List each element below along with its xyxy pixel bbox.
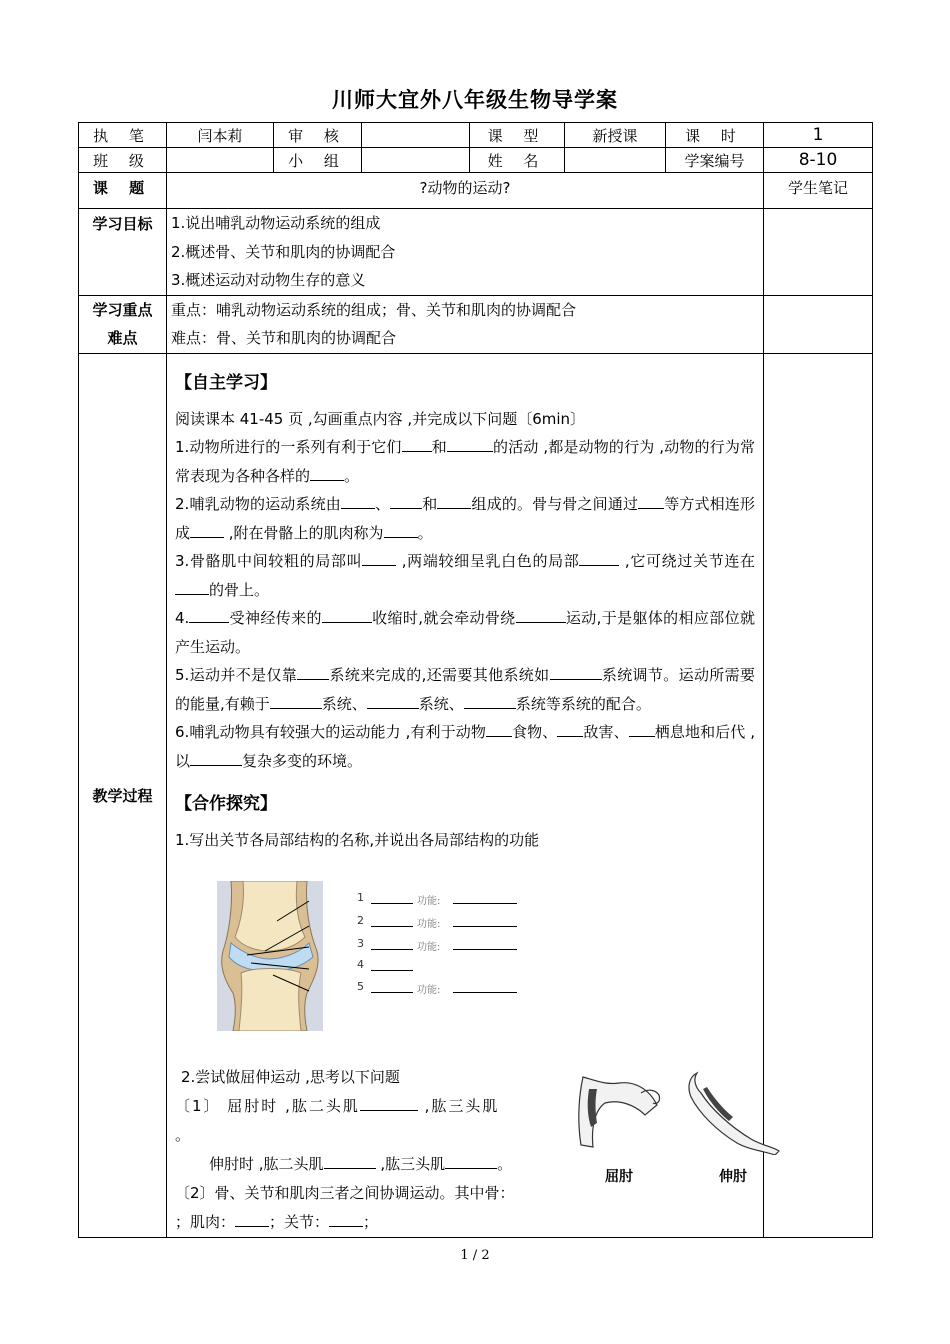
function-line xyxy=(453,949,517,950)
period-label: 课 时 xyxy=(666,123,764,148)
arm-flexed-diagram xyxy=(575,1075,665,1155)
author-value: 闫本莉 xyxy=(167,123,274,148)
author-label: 执 笔 xyxy=(79,123,167,148)
notes-cell xyxy=(764,295,873,353)
question-4: 4. 受神经传来的 收缩时,就会牵动骨绕 运动,于是躯体的相应部位就产生运动。 xyxy=(175,609,755,656)
notes-cell xyxy=(764,209,873,296)
keypoints-content xyxy=(167,295,764,353)
question-5: 5.运动并不是仅靠 系统来完成的,还需要其他系统如 系统调节。运动所需要的能量,有赖于 系统、 系统、 系统等系统的配合。 xyxy=(175,666,755,713)
objective-item: 2.概述骨、关节和肌肉的协调配合 xyxy=(171,242,396,261)
review-value xyxy=(362,123,470,148)
answer-line xyxy=(371,926,413,927)
process-content xyxy=(167,353,764,1237)
question-2-part-2-cont: ；肌肉： ；关节： ； xyxy=(175,1212,379,1231)
class-label: 班 级 xyxy=(79,148,167,173)
knee-number: 3 xyxy=(357,936,364,950)
knee-joint-figure xyxy=(175,863,755,1063)
keypoints-label xyxy=(79,295,167,353)
question-2-title: 2.尝试做屈伸运动 ,思考以下问题 xyxy=(181,1067,400,1086)
period-value: 1 xyxy=(764,123,873,148)
header-row-1 xyxy=(79,123,873,148)
knee-number: 1 xyxy=(357,890,364,904)
notes-label: 学生笔记 xyxy=(764,173,873,209)
flex-label: 屈肘 xyxy=(605,1168,633,1185)
extend-label: 伸肘 xyxy=(719,1168,747,1185)
topic-value: ?动物的运动? xyxy=(167,173,764,209)
key-point: 重点：哺乳动物运动系统的组成；骨、关节和肌肉的协调配合 xyxy=(171,300,577,319)
objectives-label: 学习目标 xyxy=(79,209,167,296)
arm-extended-diagram xyxy=(687,1069,783,1155)
question-2-part-2: 〔2〕骨、关节和肌肉三者之间协调运动。其中骨： xyxy=(175,1183,515,1202)
objective-item: 3.概述运动对动物生存的意义 xyxy=(171,271,366,289)
function-label: 功能: xyxy=(417,984,441,996)
coop-question-1: 1.写出关节各局部结构的名称,并说出各局部结构的功能 xyxy=(175,831,540,849)
lesson-table xyxy=(78,122,873,1238)
coop-heading: 【合作探究】 xyxy=(175,794,277,814)
function-label: 功能: xyxy=(417,918,441,930)
review-label: 审 核 xyxy=(274,123,362,148)
page-title: 川师大宜外八年级生物导学案 xyxy=(332,88,618,112)
self-study-hint: 阅读课本 41-45 页 ,勾画重点内容 ,并完成以下问题〔6min〕 xyxy=(175,409,586,428)
knee-number: 5 xyxy=(357,979,364,993)
difficult-point: 难点：骨、关节和肌肉的协调配合 xyxy=(171,329,397,347)
question-1: 1.动物所进行的一系列有利于它们 和 的活动 ,都是动物的行为 ,动物的行为常常表现为各种各样的 。 xyxy=(175,438,755,485)
code-value: 8-10 xyxy=(764,148,873,173)
objective-item: 1.说出哺乳动物运动系统的组成 xyxy=(171,214,381,232)
self-study-heading: 【自主学习】 xyxy=(175,372,277,393)
type-value: 新授课 xyxy=(565,123,666,148)
group-label: 小 组 xyxy=(274,148,362,173)
page-number: 1 / 2 xyxy=(460,1248,490,1263)
name-label: 姓 名 xyxy=(470,148,565,173)
question-2-part-1: 〔1〕 屈肘时 ,肱二头肌 ,肱三头肌 xyxy=(175,1096,500,1115)
type-label: 课 型 xyxy=(470,123,565,148)
header-row-2 xyxy=(79,148,873,173)
process-row xyxy=(79,353,873,1237)
question-2-part-1-extend: 伸肘时 ,肱二头肌 ,肱三头肌 。 xyxy=(209,1154,513,1173)
question-2-part-1-end: 。 xyxy=(175,1125,191,1144)
objectives-row xyxy=(79,209,873,296)
process-label: 教学过程 xyxy=(79,353,167,1237)
coop-question-2 xyxy=(175,1063,755,1237)
function-line xyxy=(453,926,517,927)
keypoints-label-bottom: 难点 xyxy=(107,329,138,347)
knee-number: 2 xyxy=(357,913,364,927)
function-line xyxy=(453,903,517,904)
function-label: 功能: xyxy=(417,895,441,907)
name-value xyxy=(565,148,666,173)
question-2: 2.哺乳动物的运动系统由 、 和 组成的。骨与骨之间通过 等方式相连形成 ,附在骨骼上的肌肉称为 。 xyxy=(175,495,755,542)
answer-line xyxy=(371,992,413,993)
keypoints-label-top: 学习重点 xyxy=(92,300,153,319)
function-label: 功能: xyxy=(417,941,441,953)
question-6: 6.哺乳动物具有较强大的运动能力 ,有利于动物 食物、 敌害、 栖息地和后代 ,以 复杂多变的环境。 xyxy=(175,723,755,770)
knee-joint-diagram xyxy=(217,881,323,1031)
question-3: 3.骨骼肌中间较粗的局部叫 ,两端较细呈乳白色的局部 ,它可绕过关节连在的骨上。 xyxy=(175,552,755,599)
answer-line xyxy=(371,903,413,904)
class-value xyxy=(167,148,274,173)
keypoints-row xyxy=(79,295,873,353)
knee-number: 4 xyxy=(357,957,364,971)
topic-label: 课 题 xyxy=(79,173,167,209)
answer-line xyxy=(371,970,413,971)
group-value xyxy=(362,148,470,173)
topic-row xyxy=(79,173,873,209)
objectives-list xyxy=(167,209,764,296)
function-line xyxy=(453,992,517,993)
code-label: 学案编号 xyxy=(666,148,764,173)
answer-line xyxy=(371,949,413,950)
